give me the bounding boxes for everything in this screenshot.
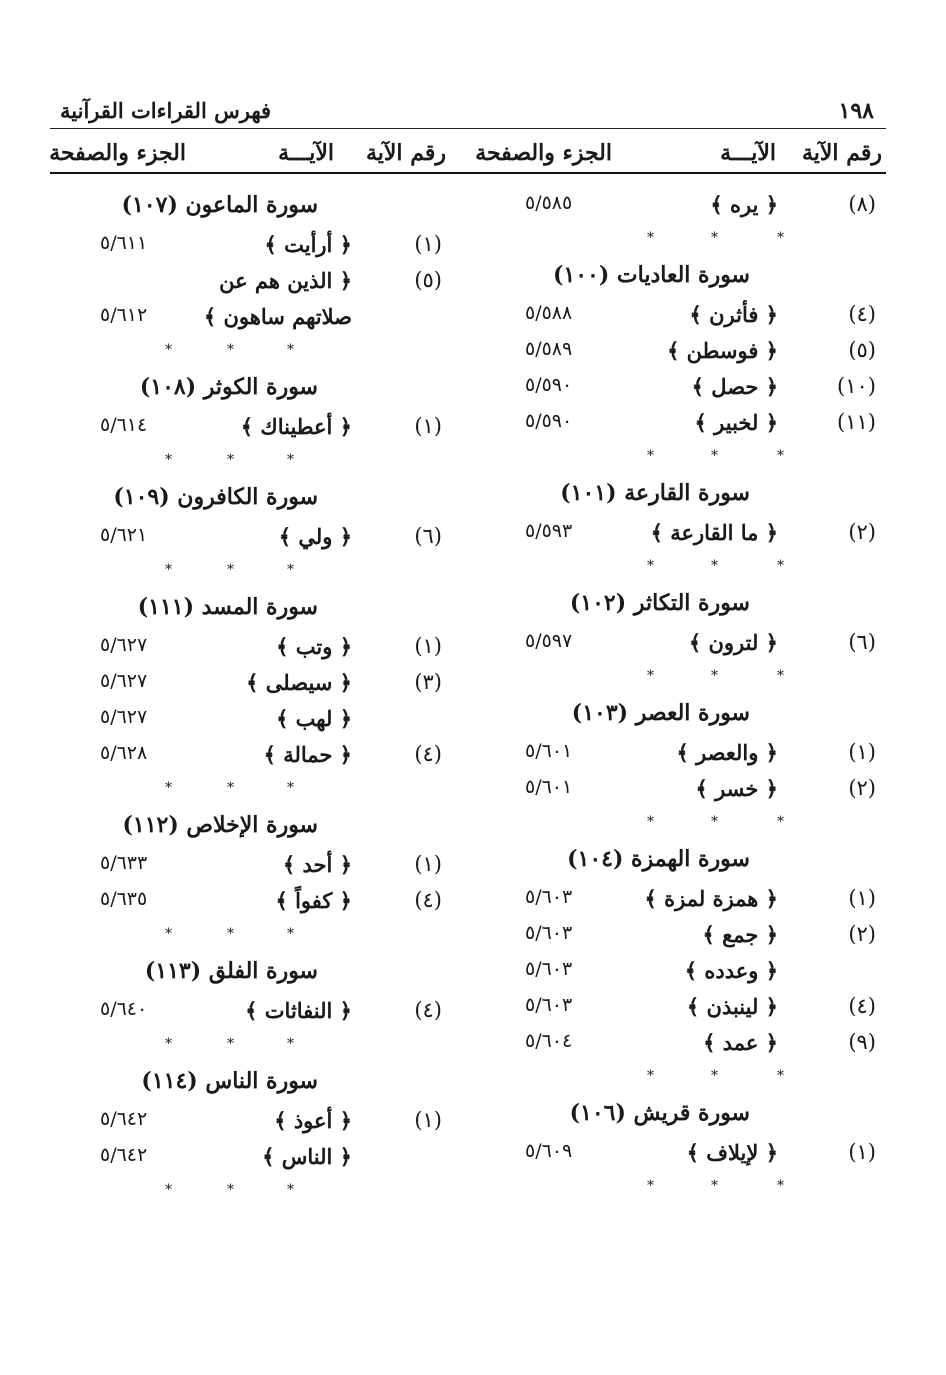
volume-page-ref: ٥/٦٢١ bbox=[100, 524, 148, 546]
left-column bbox=[50, 188, 470, 1210]
verse-number: (٤) bbox=[414, 888, 442, 912]
separator-star: * bbox=[777, 230, 784, 246]
left-index-row bbox=[50, 884, 470, 920]
volume-page-ref: ٥/٦٠٤ bbox=[525, 1030, 573, 1052]
col-header-volume-page-left: الجزء والصفحة bbox=[49, 140, 186, 166]
verse-text: ﴿ حصل ﴾ bbox=[691, 374, 778, 399]
volume-page-ref: ٥/٦٠٣ bbox=[525, 994, 573, 1016]
left-index-row bbox=[50, 848, 470, 884]
verse-text: ﴿ لينبذن ﴾ bbox=[686, 994, 778, 1019]
left-index-row bbox=[50, 738, 470, 774]
left-index-row bbox=[50, 630, 470, 666]
separator-stars bbox=[50, 774, 470, 808]
separator-star: * bbox=[165, 780, 172, 796]
separator-stars bbox=[50, 1030, 470, 1064]
verse-number: (٦) bbox=[848, 630, 876, 654]
verse-text: ﴿ فأثرن ﴾ bbox=[689, 302, 778, 327]
separator-star: * bbox=[287, 926, 294, 942]
verse-text: ﴿ لخبير ﴾ bbox=[694, 410, 778, 435]
verse-number: (١) bbox=[848, 1140, 876, 1164]
right-index-row bbox=[500, 516, 886, 552]
verse-number: (١) bbox=[848, 886, 876, 910]
separator-stars bbox=[500, 224, 886, 258]
verse-text: ﴿ سيصلى ﴾ bbox=[246, 670, 352, 695]
surah-title bbox=[50, 808, 470, 848]
verse-number: (٢) bbox=[848, 520, 876, 544]
separator-star: * bbox=[287, 1182, 294, 1198]
verse-text: ﴿ فوسطن ﴾ bbox=[667, 338, 778, 363]
surah-title bbox=[50, 480, 470, 520]
col-header-volume-page-right: الجزء والصفحة bbox=[475, 140, 612, 166]
left-index-row bbox=[50, 702, 470, 738]
verse-number: (١٠) bbox=[837, 374, 876, 398]
separator-star: * bbox=[711, 448, 718, 464]
separator-star: * bbox=[711, 668, 718, 684]
left-index-row bbox=[50, 520, 470, 556]
separator-stars bbox=[500, 552, 886, 586]
separator-star: * bbox=[227, 452, 234, 468]
separator-star: * bbox=[227, 780, 234, 796]
verse-text: ﴿ لإيلاف ﴾ bbox=[686, 1140, 778, 1165]
right-index-row bbox=[500, 990, 886, 1026]
separator-star: * bbox=[227, 562, 234, 578]
separator-star: * bbox=[647, 1068, 654, 1084]
verse-text: ﴿ الناس ﴾ bbox=[262, 1144, 352, 1169]
separator-star: * bbox=[165, 452, 172, 468]
separator-star: * bbox=[711, 558, 718, 574]
right-index-row bbox=[500, 626, 886, 662]
volume-page-ref: ٥/٦٠١ bbox=[525, 776, 573, 798]
surah-title bbox=[500, 696, 886, 736]
separator-star: * bbox=[777, 668, 784, 684]
surah-title bbox=[50, 188, 470, 228]
page-number: ١٩٨ bbox=[838, 98, 874, 124]
surah-title-text: سورة الناس (١١٤) bbox=[141, 1068, 318, 1094]
separator-stars bbox=[50, 556, 470, 590]
volume-page-ref: ٥/٦٢٧ bbox=[100, 670, 148, 692]
separator-star: * bbox=[287, 562, 294, 578]
volume-page-ref: ٥/٦٠٩ bbox=[525, 1140, 573, 1162]
separator-star: * bbox=[777, 558, 784, 574]
right-index-row bbox=[500, 918, 886, 954]
separator-star: * bbox=[647, 558, 654, 574]
verse-number: (٣) bbox=[414, 670, 442, 694]
verse-number: (٨) bbox=[848, 192, 876, 216]
separator-star: * bbox=[711, 1068, 718, 1084]
verse-text: صلاتهم ساهون ﴾ bbox=[203, 304, 352, 329]
verse-text: ﴿ خسر ﴾ bbox=[695, 776, 778, 801]
volume-page-ref: ٥/٦٤٠ bbox=[100, 998, 148, 1020]
verse-number: (٥) bbox=[848, 338, 876, 362]
left-index-row bbox=[50, 1140, 470, 1176]
surah-title-text: سورة الماعون (١٠٧) bbox=[121, 192, 318, 218]
volume-page-ref: ٥/٥٩٣ bbox=[525, 520, 573, 542]
left-index-row bbox=[50, 264, 470, 300]
volume-page-ref: ٥/٦٠٣ bbox=[525, 886, 573, 908]
separator-stars bbox=[500, 1062, 886, 1096]
separator-stars bbox=[500, 1172, 886, 1206]
surah-title-text: سورة العصر (١٠٣) bbox=[571, 700, 750, 726]
verse-text: ﴿ ولي ﴾ bbox=[278, 524, 352, 549]
surah-title-text: سورة التكاثر (١٠٢) bbox=[569, 590, 750, 616]
separator-star: * bbox=[287, 342, 294, 358]
verse-text: ﴿ وعدده ﴾ bbox=[684, 958, 778, 983]
separator-star: * bbox=[647, 668, 654, 684]
separator-star: * bbox=[165, 562, 172, 578]
separator-star: * bbox=[711, 230, 718, 246]
separator-stars bbox=[50, 1176, 470, 1210]
left-index-row bbox=[50, 228, 470, 264]
surah-title-text: سورة الفلق (١١٣) bbox=[144, 958, 318, 984]
verse-number: (٦) bbox=[414, 524, 442, 548]
separator-star: * bbox=[165, 1182, 172, 1198]
separator-star: * bbox=[777, 1178, 784, 1194]
right-index-row bbox=[500, 954, 886, 990]
separator-star: * bbox=[777, 814, 784, 830]
left-index-row bbox=[50, 994, 470, 1030]
surah-title-text: سورة العاديات (١٠٠) bbox=[552, 262, 750, 288]
verse-text: ﴿ جمع ﴾ bbox=[702, 922, 778, 947]
verse-text: ﴿ ما القارعة ﴾ bbox=[650, 520, 778, 545]
separator-star: * bbox=[165, 342, 172, 358]
right-index-row bbox=[500, 1026, 886, 1062]
right-index-row bbox=[500, 298, 886, 334]
separator-stars bbox=[50, 336, 470, 370]
columns-header-rule bbox=[50, 172, 886, 174]
verse-text: ﴿ لترون ﴾ bbox=[688, 630, 778, 655]
verse-text: ﴿ يره ﴾ bbox=[710, 192, 778, 217]
right-index-row bbox=[500, 334, 886, 370]
verse-text: ﴿ حمالة ﴾ bbox=[263, 742, 352, 767]
surah-title-text: سورة قريش (١٠٦) bbox=[569, 1100, 750, 1126]
surah-title bbox=[50, 954, 470, 994]
surah-title-text: سورة الكوثر (١٠٨) bbox=[139, 374, 318, 400]
verse-text: ﴿ أعوذ ﴾ bbox=[274, 1108, 352, 1133]
surah-title bbox=[500, 476, 886, 516]
verse-number: (١١) bbox=[837, 410, 876, 434]
surah-title bbox=[500, 586, 886, 626]
separator-stars bbox=[500, 808, 886, 842]
running-title: فهرس القراءات القرآنية bbox=[60, 98, 272, 123]
separator-stars bbox=[50, 446, 470, 480]
volume-page-ref: ٥/٦١٢ bbox=[100, 304, 148, 326]
separator-star: * bbox=[647, 814, 654, 830]
col-header-verse-number-left: رقم الآية bbox=[365, 140, 446, 166]
right-index-row bbox=[500, 406, 886, 442]
right-index-row bbox=[500, 882, 886, 918]
volume-page-ref: ٥/٥٩٧ bbox=[525, 630, 573, 652]
left-index-row bbox=[50, 666, 470, 702]
verse-number: (٩) bbox=[848, 1030, 876, 1054]
verse-text: ﴿ وتب ﴾ bbox=[276, 634, 352, 659]
right-index-row bbox=[500, 188, 886, 224]
verse-number: (٢) bbox=[848, 922, 876, 946]
right-index-row bbox=[500, 736, 886, 772]
separator-star: * bbox=[227, 342, 234, 358]
surah-title-text: سورة القارعة (١٠١) bbox=[560, 480, 750, 506]
verse-number: (١) bbox=[414, 852, 442, 876]
verse-number: (١) bbox=[414, 634, 442, 658]
right-index-row bbox=[500, 1136, 886, 1172]
separator-star: * bbox=[711, 814, 718, 830]
surah-title bbox=[50, 370, 470, 410]
volume-page-ref: ٥/٦٠١ bbox=[525, 740, 573, 762]
volume-page-ref: ٥/٦٤٢ bbox=[100, 1144, 148, 1166]
volume-page-ref: ٥/٥٨٩ bbox=[525, 338, 573, 360]
volume-page-ref: ٥/٥٨٥ bbox=[525, 192, 573, 214]
separator-star: * bbox=[227, 1036, 234, 1052]
separator-star: * bbox=[287, 780, 294, 796]
separator-star: * bbox=[647, 448, 654, 464]
verse-number: (١) bbox=[414, 414, 442, 438]
verse-number: (٤) bbox=[848, 994, 876, 1018]
volume-page-ref: ٥/٥٨٨ bbox=[525, 302, 573, 324]
verse-text: ﴿ كفواً ﴾ bbox=[275, 888, 352, 913]
separator-star: * bbox=[287, 1036, 294, 1052]
volume-page-ref: ٥/٦١١ bbox=[100, 232, 148, 254]
separator-star: * bbox=[227, 1182, 234, 1198]
volume-page-ref: ٥/٦٢٧ bbox=[100, 706, 148, 728]
left-index-row bbox=[50, 300, 470, 336]
separator-star: * bbox=[647, 1178, 654, 1194]
left-index-row bbox=[50, 410, 470, 446]
surah-title bbox=[50, 1064, 470, 1104]
surah-title bbox=[50, 590, 470, 630]
verse-number: (٥) bbox=[414, 268, 442, 292]
verse-number: (١) bbox=[848, 740, 876, 764]
surah-title-text: سورة الهمزة (١٠٤) bbox=[567, 846, 750, 872]
volume-page-ref: ٥/٦٠٣ bbox=[525, 922, 573, 944]
volume-page-ref: ٥/٦١٤ bbox=[100, 414, 148, 436]
verse-number: (٤) bbox=[848, 302, 876, 326]
col-header-verse-right: الآيـــة bbox=[720, 140, 776, 166]
volume-page-ref: ٥/٦٣٣ bbox=[100, 852, 148, 874]
separator-stars bbox=[500, 662, 886, 696]
separator-stars bbox=[50, 920, 470, 954]
left-index-row bbox=[50, 1104, 470, 1140]
col-header-verse-left: الآيـــة bbox=[278, 140, 334, 166]
verse-number: (٤) bbox=[414, 998, 442, 1022]
verse-text: ﴿ أحد ﴾ bbox=[282, 852, 352, 877]
right-column bbox=[500, 188, 886, 1206]
separator-star: * bbox=[777, 1068, 784, 1084]
separator-star: * bbox=[711, 1178, 718, 1194]
surah-title-text: سورة الكافرون (١٠٩) bbox=[113, 484, 318, 510]
verse-text: ﴿ والعصر ﴾ bbox=[676, 740, 778, 765]
header-rule bbox=[50, 128, 886, 129]
volume-page-ref: ٥/٦٤٢ bbox=[100, 1108, 148, 1130]
separator-stars bbox=[500, 442, 886, 476]
separator-star: * bbox=[165, 926, 172, 942]
volume-page-ref: ٥/٥٩٠ bbox=[525, 410, 573, 432]
right-index-row bbox=[500, 370, 886, 406]
volume-page-ref: ٥/٦٣٥ bbox=[100, 888, 148, 910]
verse-number: (٤) bbox=[414, 742, 442, 766]
verse-number: (٢) bbox=[848, 776, 876, 800]
verse-text: ﴿ لهب ﴾ bbox=[276, 706, 352, 731]
verse-number: (١) bbox=[414, 232, 442, 256]
col-header-verse-number-right: رقم الآية bbox=[801, 140, 882, 166]
right-index-row bbox=[500, 772, 886, 808]
surah-title bbox=[500, 1096, 886, 1136]
separator-star: * bbox=[227, 926, 234, 942]
surah-title bbox=[500, 842, 886, 882]
volume-page-ref: ٥/٦٢٧ bbox=[100, 634, 148, 656]
volume-page-ref: ٥/٦٠٣ bbox=[525, 958, 573, 980]
separator-star: * bbox=[777, 448, 784, 464]
surah-title bbox=[500, 258, 886, 298]
verse-text: ﴿ النفاثات ﴾ bbox=[245, 998, 352, 1023]
volume-page-ref: ٥/٦٢٨ bbox=[100, 742, 148, 764]
verse-number: (١) bbox=[414, 1108, 442, 1132]
surah-title-text: سورة الإخلاص (١١٢) bbox=[122, 812, 318, 838]
verse-text: ﴿ همزة لمزة ﴾ bbox=[644, 886, 778, 911]
separator-star: * bbox=[647, 230, 654, 246]
verse-text: ﴿ عمد ﴾ bbox=[703, 1030, 778, 1055]
verse-text: ﴿ أعطيناك ﴾ bbox=[240, 414, 352, 439]
verse-text: ﴿ الذين هم عن bbox=[219, 268, 352, 293]
separator-star: * bbox=[165, 1036, 172, 1052]
verse-text: ﴿ أرأيت ﴾ bbox=[264, 232, 352, 257]
separator-star: * bbox=[287, 452, 294, 468]
surah-title-text: سورة المسد (١١١) bbox=[137, 594, 318, 620]
volume-page-ref: ٥/٥٩٠ bbox=[525, 374, 573, 396]
